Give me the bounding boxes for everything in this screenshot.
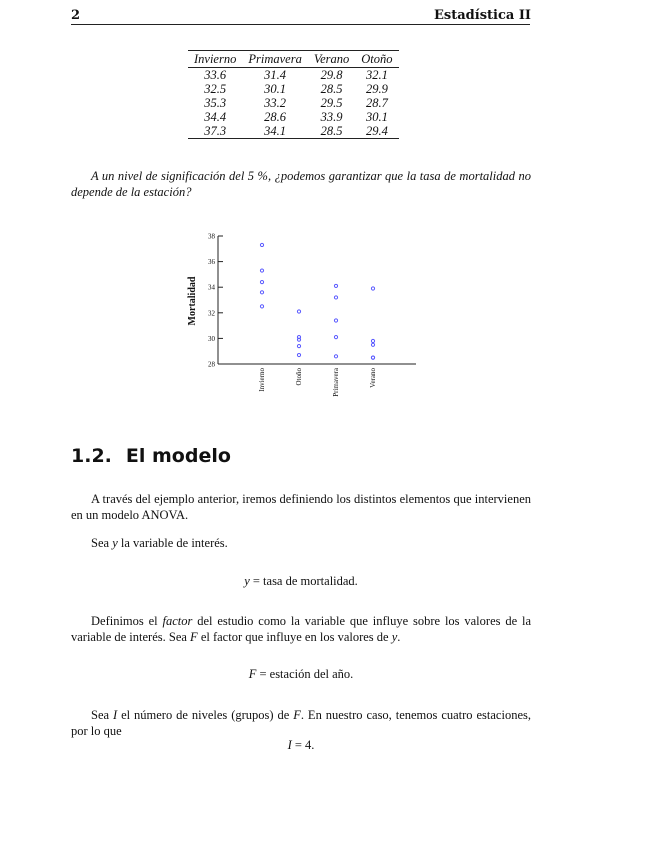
math-var: I <box>112 708 118 722</box>
equation-text: = tasa de mortalidad. <box>249 574 358 588</box>
table-cell: 28.7 <box>365 96 388 110</box>
text-fragment: el número de niveles (grupos) de <box>117 708 294 722</box>
question-text: A un nivel de significación del 5 %, ¿podemos garantizar que la tasa de mortalidad no depende de la estación? <box>71 169 531 199</box>
table-cell: 28.5 <box>320 82 343 96</box>
data-point <box>371 343 374 346</box>
x-tick-label: Invierno <box>258 368 266 392</box>
x-tick-labels <box>258 367 377 397</box>
paragraph-factor <box>71 613 531 645</box>
y-tick-label: 36 <box>208 258 215 267</box>
data-point <box>297 336 300 339</box>
data-point <box>260 243 263 246</box>
table-cell: 34.4 <box>204 110 227 124</box>
column-header: Invierno <box>188 51 242 68</box>
table-cell: 33.6 <box>204 68 227 82</box>
table-row <box>188 110 399 124</box>
data-point <box>260 269 263 272</box>
text-fragment: del estudio como la variable que influye sobre los valores de la variable de interés. Sea <box>71 614 531 644</box>
mortality-table <box>188 50 399 139</box>
table-cell: 37.3 <box>188 124 242 139</box>
data-points <box>260 243 374 359</box>
table-cell: 33.9 <box>320 110 343 124</box>
x-tick-label: Verano <box>369 368 377 388</box>
data-point <box>260 280 263 283</box>
data-point <box>260 305 263 308</box>
mortality-scatter-chart <box>180 226 430 406</box>
equation-text: = estación del año. <box>256 667 354 681</box>
text-fragment: . En nuestro caso, tenemos cuatro estaciones, por lo que <box>71 708 531 738</box>
y-axis-label: Mortalidad <box>187 276 198 326</box>
data-point <box>334 296 337 299</box>
table-row <box>188 68 399 83</box>
header-rule <box>71 24 530 25</box>
math-var: y <box>244 574 250 588</box>
data-point <box>260 291 263 294</box>
table-cell: 32.5 <box>204 82 227 96</box>
y-tick-label: 32 <box>208 309 215 318</box>
table-cell: 28.5 <box>308 124 355 139</box>
y-tick-label: 28 <box>208 360 215 369</box>
paragraph-variable <box>71 535 531 551</box>
math-var: F <box>190 630 198 644</box>
text-fragment: la variable de interés. <box>117 536 228 550</box>
table-cell: 29.8 <box>320 68 343 82</box>
table-cell: 28.6 <box>264 110 287 124</box>
data-point <box>334 319 337 322</box>
section-title: El modelo <box>125 445 231 467</box>
text-fragment: Sea <box>91 708 113 722</box>
y-ticks <box>208 233 223 369</box>
table-cell: 29.5 <box>320 96 343 110</box>
column-header: Otoño <box>355 51 398 68</box>
data-point <box>371 356 374 359</box>
column-header: Verano <box>308 51 355 68</box>
table-row <box>188 124 399 139</box>
section-heading <box>71 445 231 467</box>
data-point <box>334 355 337 358</box>
chart-axes <box>218 236 416 364</box>
text-fragment: el factor que influye en los valores de <box>197 630 392 644</box>
table-header-row <box>188 51 399 68</box>
math-var: y <box>112 536 118 550</box>
table-cell: 29.4 <box>355 124 398 139</box>
table-cell: 33.2 <box>264 96 287 110</box>
math-var: F <box>248 667 257 681</box>
math-var: F <box>293 708 301 722</box>
table-row <box>188 82 399 96</box>
y-tick-label: 34 <box>208 283 215 292</box>
x-tick-label: Otoño <box>295 368 303 386</box>
text-fragment: Sea <box>91 536 113 550</box>
table-cell: 34.1 <box>242 124 307 139</box>
data-point <box>297 353 300 356</box>
table-cell: 30.1 <box>365 110 388 124</box>
data-point <box>297 310 300 313</box>
table-cell: 29.9 <box>365 82 388 96</box>
paragraph-levels <box>71 707 531 739</box>
table-cell: 35.3 <box>204 96 227 110</box>
data-point <box>371 339 374 342</box>
math-var: y <box>391 630 398 644</box>
table-cell: 32.1 <box>365 68 388 82</box>
x-tick-label: Primavera <box>332 368 340 397</box>
table-cell: 30.1 <box>264 82 287 96</box>
equation-text: = 4. <box>291 738 315 752</box>
data-point <box>334 336 337 339</box>
emphasis: factor <box>162 614 193 628</box>
data-point <box>297 344 300 347</box>
math-var: I <box>287 738 292 752</box>
column-header: Primavera <box>242 51 307 68</box>
equation-I <box>71 738 531 753</box>
text-fragment: . <box>397 630 401 644</box>
table-cell: 31.4 <box>264 68 287 82</box>
section-number: 1.2. <box>71 445 112 467</box>
y-tick-label: 30 <box>208 334 215 343</box>
data-point <box>371 287 374 290</box>
equation-F <box>71 667 531 682</box>
text-fragment: Definimos el <box>91 614 163 628</box>
equation-y <box>71 574 531 589</box>
running-title: Estadística II <box>434 8 531 23</box>
y-tick-label: 38 <box>208 232 215 241</box>
paragraph-anova-intro: A través del ejemplo anterior, iremos definiendo los distintos elementos que intervienen en un modelo ANOVA. <box>71 492 531 522</box>
table-row <box>188 96 399 110</box>
data-point <box>334 284 337 287</box>
page-number: 2 <box>71 8 81 23</box>
